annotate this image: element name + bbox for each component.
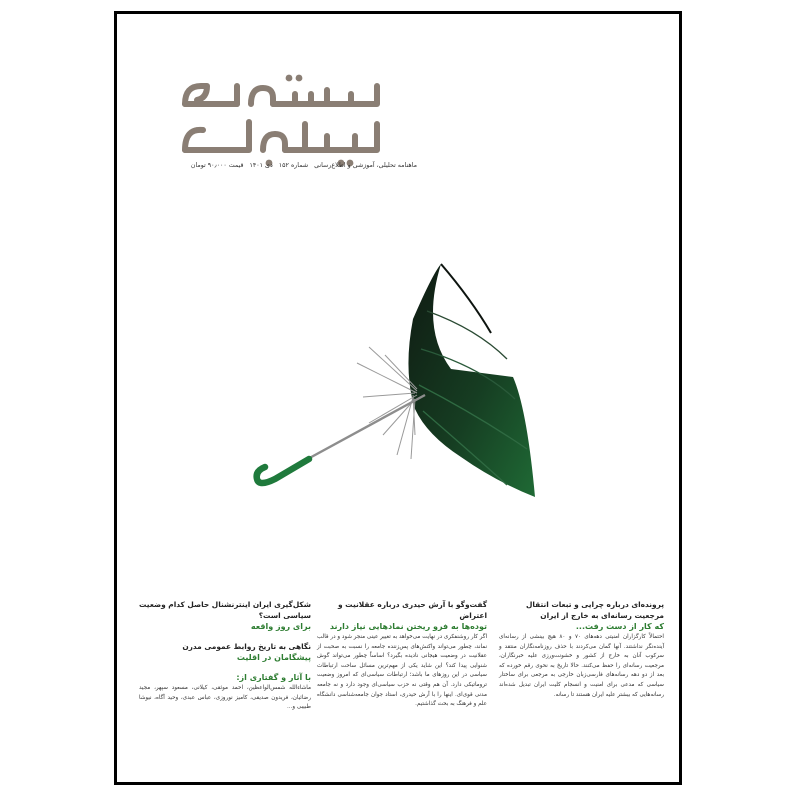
article-headline: برای روز واقعه: [250, 622, 311, 631]
masthead-logo: [177, 64, 387, 174]
article-kicker: پرونده‌ای درباره چرایی و تبعات انتقال مرجعیت رسانه‌ای به خارج از ایران: [525, 600, 664, 620]
issue-info-line: [177, 162, 417, 169]
magazine-cover: [114, 11, 682, 785]
article-kicker: شکل‌گیری ایران اینترنشنال حاصل کدام وضعیت سیاسی است؟: [138, 600, 311, 620]
contributors-list: ماشاءالله شمس‌الواعظین، احمد موثقی، کیلانی، مسعود سپهر، مجید رضائیان، فریدون صدیقی، کامیز نوروزی، عباس عبدی، وحید آگاه، نیوشا طبیبی و...: [139, 685, 311, 711]
article-headline: پیشگامان در اقلیت: [236, 653, 311, 662]
contributors-heading: با آثار و گفتاری از:: [236, 673, 311, 682]
article-kicker: نگاهی به تاریخ روابط عمومی مدرن: [182, 642, 311, 651]
article-headline: که کار از دست رفت...: [575, 622, 664, 631]
masthead-wordmark-icon: [177, 64, 387, 174]
inverted-umbrella-icon: [245, 259, 545, 499]
article-column-right: [499, 599, 664, 700]
article-column-left: [139, 599, 311, 713]
issue-price: قیمت ۹۰٫۰۰۰ تومان: [190, 162, 244, 169]
inverted-umbrella-illustration: [245, 259, 545, 499]
issue-number: شماره ۱۵۲: [278, 162, 309, 169]
article-kicker: گفت‌وگو با آرش حیدری درباره عقلانیت و اعتراض: [338, 600, 487, 620]
article-headline: توده‌ها به فرو ریختن نمادهایی نیاز دارند: [329, 622, 487, 631]
article-column-middle: [317, 599, 487, 710]
article-body: اگر کار روشنفکری در نهایت می‌خواهد به تغییر عینی منجر شود و در قالب نماند، چطور می‌تواند واکنش‌های پس‌زننده جامعه را نسبت به صحبت از عقلانیت در وضعیت هیجانی نادیده بگیرد؟ اساساً چطور می‌تواند گوش شنوایی پیدا کند؟ این شاید یکی از مهم‌ترین مسائل ساحت ارتباطات سیاسی در این روزهای ما باشد؛ ارتباطات سیاسی‌ای که امروز وضعیت تروماتیکی دارد. آن هم وقتی نه حزب سیاسی‌ای وجود دارد و نه جامعه مدنی قوی‌ای. اینها را با آرش حیدری، استاد جوان جامعه‌شناسی دانشگاه علم و فرهنگ به بحث گذاشتیم.: [317, 634, 487, 708]
article-body: احتمالاً کارگزاران امنیتی دهه‌های ۷۰ و ۸۰ هیچ بینشی از رسانه‌ای آینده‌نگر نداشتند. آنها گمان می‌کردند با حذف روزنامه‌نگاران منتقد و سرکوب آنان به خارج از کشور و خشونت‌ورزی علیه خبرنگاران، مرجعیت رسانه‌ای را حفظ می‌کنند. حالا تاریخ به نحوی رقم خورده که بعد از دو دهه رسانه‌های فارسی‌زبان خارجی به مرجعی برای ساختار سیاسی که مدعی برای امنیت و انسجام کلیت ایران تبدیل شده‌اند رسانه‌هایی که بیشتر علیه ایران هستند تا رسانه.: [499, 634, 664, 698]
tagline: ماهنامه تحلیلی، آموزشی و اطلاع‌رسانی: [314, 162, 417, 169]
issue-date: دی ۱۴۰۱: [249, 162, 273, 169]
